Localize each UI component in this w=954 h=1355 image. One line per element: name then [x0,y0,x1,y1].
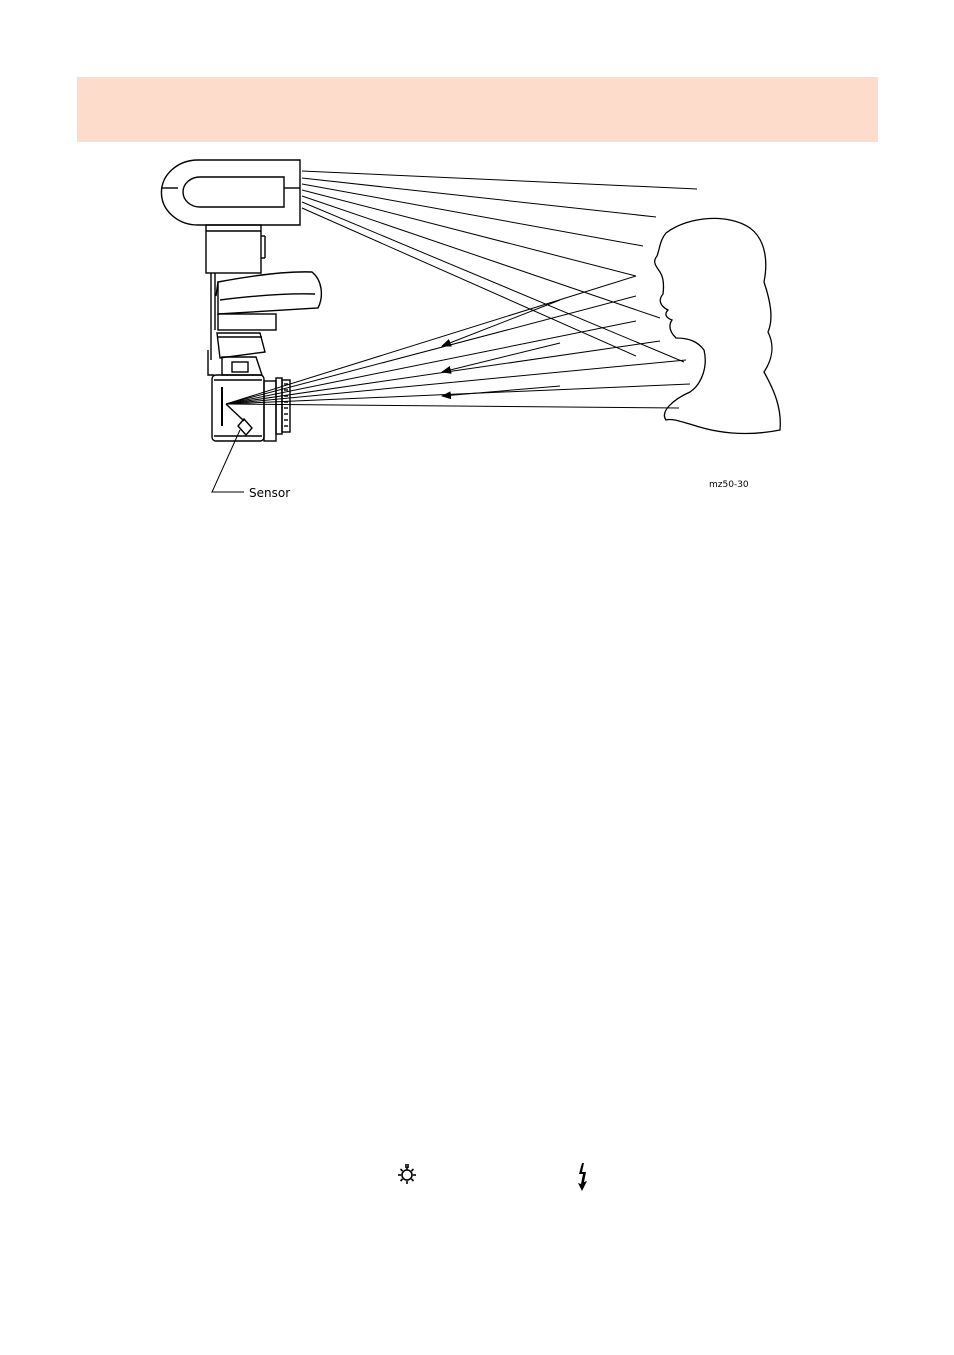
reflected-rays [226,276,690,408]
sensor-label: Sensor [249,486,291,500]
flash-rays [302,171,697,362]
figure-id: mz50-30 [709,480,749,490]
light-bulb-icon [394,1161,420,1187]
flash-body [206,225,321,375]
flash-bolt-icon [574,1162,592,1192]
flash-exposure-diagram [0,0,954,520]
flash-head [161,160,300,225]
subject-profile [655,218,781,433]
sensor-callout-line [212,430,244,492]
